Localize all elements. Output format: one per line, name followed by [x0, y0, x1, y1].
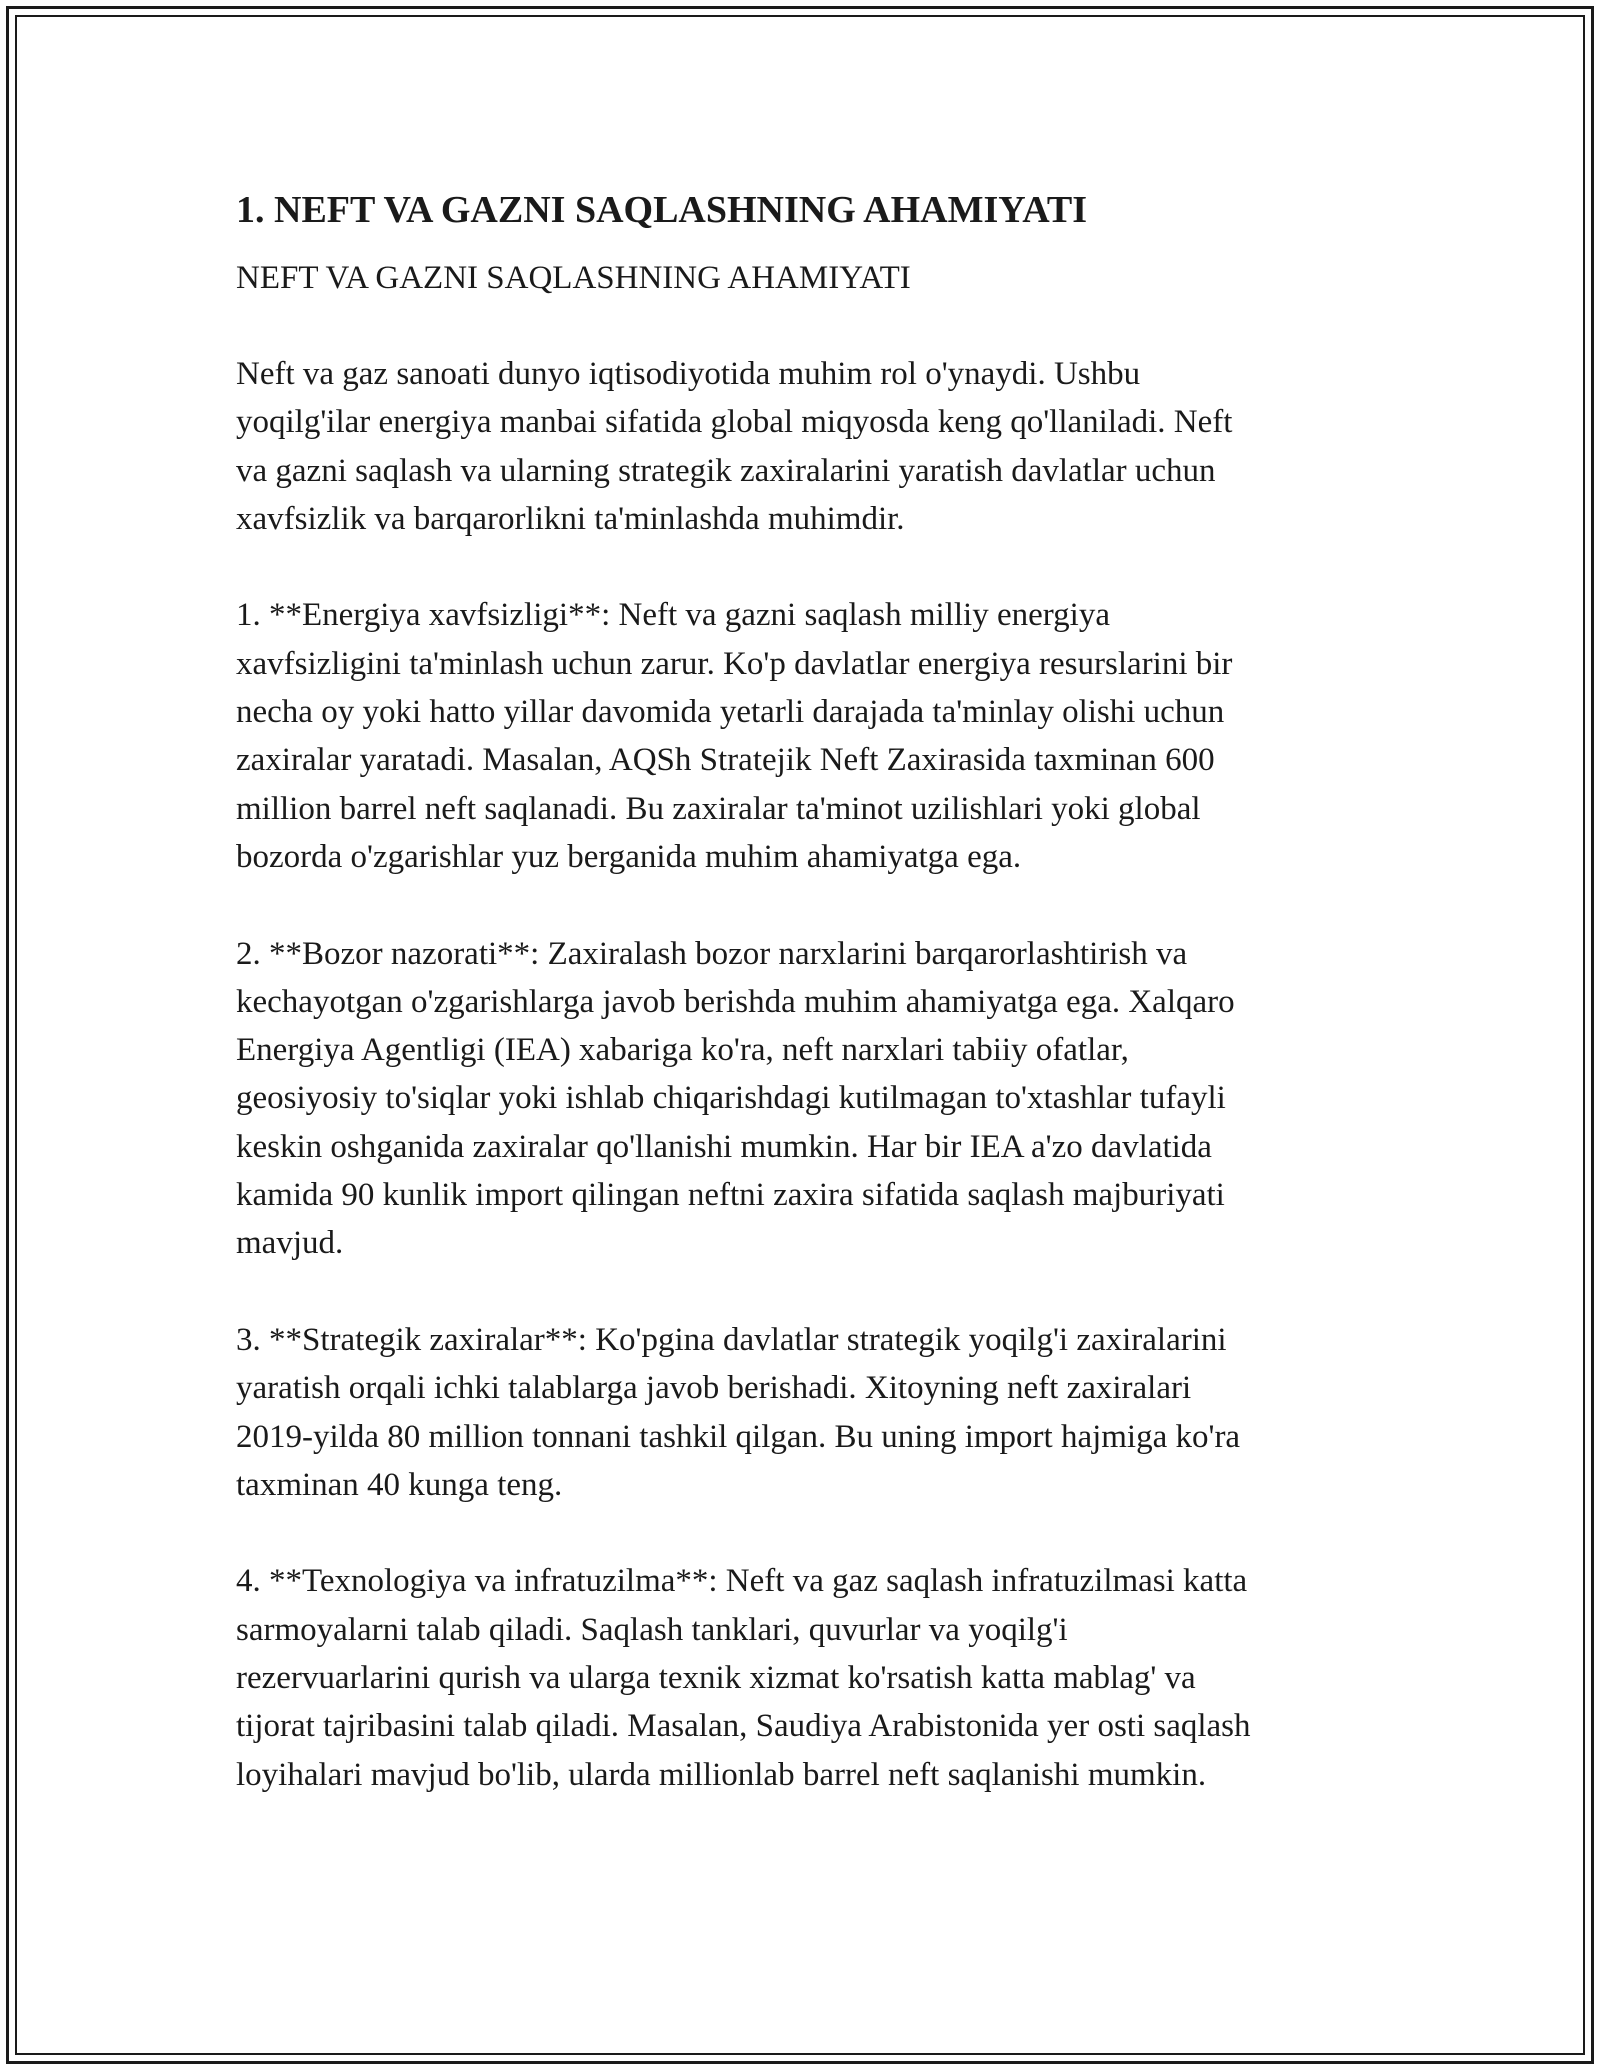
paragraph-line: zaxiralar yaratadi. Masalan, AQSh Stratejik Neft Zaxirasida taxminan 600 — [236, 742, 1215, 779]
paragraph-line: 2. **Bozor nazorati**: Zaxiralash bozor narxlarini barqarorlashtirish va — [236, 935, 1188, 972]
paragraph-line: bozorda o'zgarishlar yuz berganida muhim ahamiyatga ega. — [236, 838, 1022, 875]
paragraph-line: tijorat tajribasini talab qiladi. Masalan, Saudiya Arabistonida yer osti saqlash — [236, 1708, 1251, 1745]
paragraph-line: kamida 90 kunlik import qilingan neftni zaxira sifatida saqlash majburiyati — [236, 1177, 1225, 1214]
paragraph-intro — [236, 350, 1366, 543]
paragraph-line: xavfsizlik va barqarorlikni ta'minlashda muhimdir. — [236, 500, 905, 537]
paragraph-line: xavfsizligini ta'minlash uchun zarur. Ko'p davlatlar energiya resurslarini bir — [236, 645, 1233, 682]
paragraph-line: 1. **Energiya xavfsizligi**: Neft va gazni saqlash milliy energiya — [236, 597, 1110, 634]
paragraph-line: 4. **Texnologiya va infratuzilma**: Neft va gaz saqlash infratuzilmasi katta — [236, 1563, 1248, 1600]
paragraph-line: yoqilg'ilar energiya manbai sifatida global miqyosda keng qo'llaniladi. Neft — [236, 404, 1233, 441]
paragraph-line: mavjud. — [236, 1225, 344, 1262]
paragraph-line: million barrel neft saqlanadi. Bu zaxiralar ta'minot uzilishlari yoki global — [236, 790, 1201, 827]
paragraph-market-control — [236, 930, 1366, 1268]
paragraph-strategic-reserves — [236, 1316, 1366, 1509]
paragraph-line: loyihalari mavjud bo'lib, ularda millionlab barrel neft saqlanishi mumkin. — [236, 1756, 1207, 1793]
paragraph-energy-security — [236, 591, 1366, 881]
document-heading: 1. NEFT VA GAZNI SAQLASHNING AHAMIYATI — [236, 189, 1087, 231]
paragraph-technology-infrastructure — [236, 1557, 1366, 1798]
paragraph-line: keskin oshganida zaxiralar qo'llanishi mumkin. Har bir IEA a'zo davlatida — [236, 1128, 1212, 1165]
paragraph-line: Neft va gaz sanoati dunyo iqtisodiyotida muhim rol o'ynaydi. Ushbu — [236, 356, 1141, 392]
paragraph-line: va gazni saqlash va ularning strategik zaxiralarini yaratish davlatlar uchun — [236, 452, 1216, 489]
document-subheading: NEFT VA GAZNI SAQLASHNING AHAMIYATI — [236, 260, 911, 296]
paragraph-line: rezervuarlarini qurish va ularga texnik xizmat ko'rsatish katta mablag' va — [236, 1660, 1196, 1697]
paragraph-line: yaratish orqali ichki talablarga javob berishadi. Xitoyning neft zaxiralari — [236, 1370, 1192, 1407]
paragraph-line: taxminan 40 kunga teng. — [236, 1466, 563, 1503]
paragraph-line: necha oy yoki hatto yillar davomida yetarli darajada ta'minlay olishi uchun — [236, 694, 1225, 731]
paragraph-line: sarmoyalarni talab qiladi. Saqlash tanklari, quvurlar va yoqilg'i — [236, 1611, 1068, 1648]
paragraph-line: Energiya Agentligi (IEA) xabariga ko'ra, neft narxlari tabiiy ofatlar, — [236, 1032, 1129, 1069]
document-content — [236, 186, 1366, 1847]
paragraph-line: kechayotgan o'zgarishlarga javob berishda muhim ahamiyatga ega. Xalqaro — [236, 983, 1235, 1020]
paragraph-line: 3. **Strategik zaxiralar**: Ko'pgina davlatlar strategik yoqilg'i zaxiralarini — [236, 1321, 1227, 1358]
paragraph-line: geosiyosiy to'siqlar yoki ishlab chiqarishdagi kutilmagan to'xtashlar tufayli — [236, 1080, 1226, 1117]
paragraph-line: 2019-yilda 80 million tonnani tashkil qilgan. Bu uning import hajmiga ko'ra — [236, 1418, 1241, 1455]
